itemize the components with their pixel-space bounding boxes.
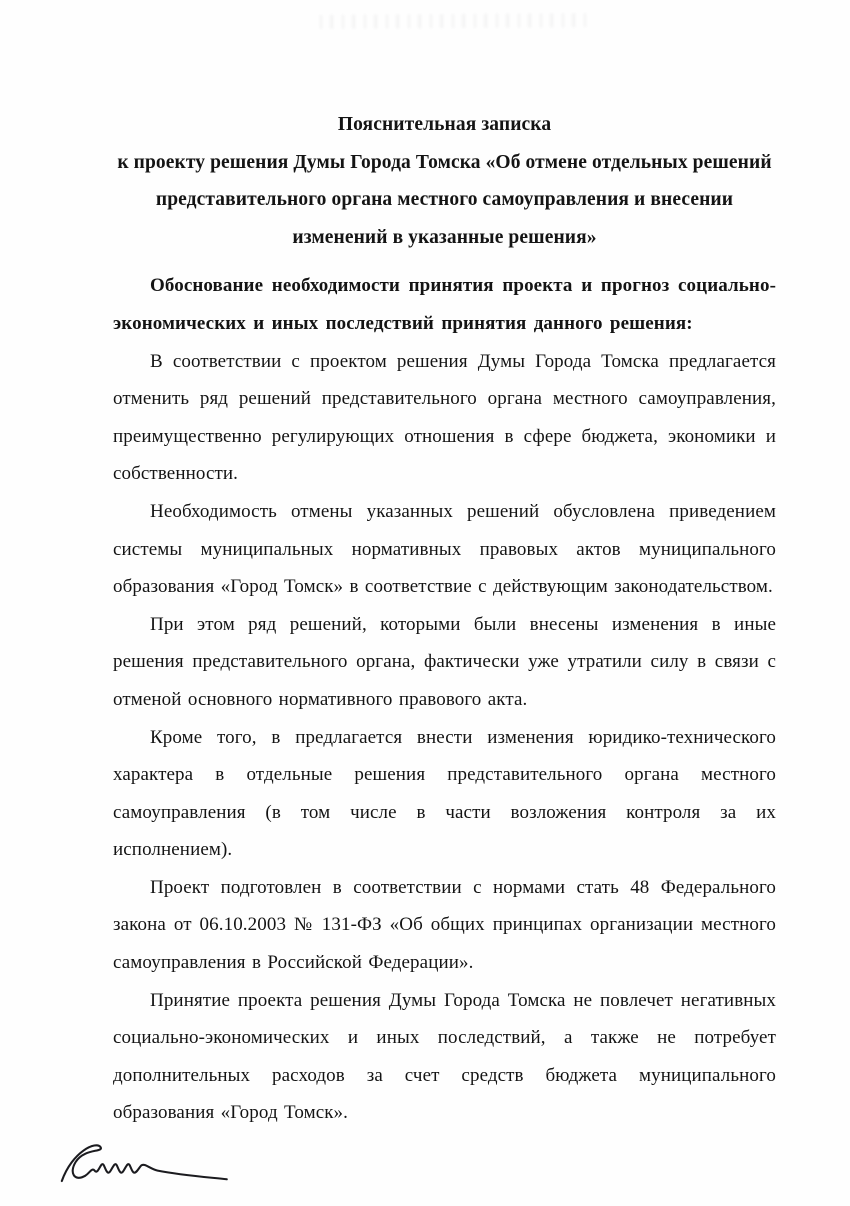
paragraph-2: Необходимость отмены указанных решений обусловлена приведением системы муниципальных нормативных правовых актов муниципального образования «Город Томск» в соответствие с действующим законодательством. <box>113 500 776 598</box>
paragraph-6: Принятие проекта решения Думы Города Томска не повлечет негативных социально-экономических и иных последствий, а также не потребует дополнительных расходов за счет средств бюджета муниципального образования «Город Томск». <box>113 989 776 1124</box>
paragraph-4: Кроме того, в предлагается внести изменения юридико-технического характера в отдельные решения представительного органа местного самоуправления (в том числе в части возложения контроля за их исполнением). <box>113 726 776 861</box>
signature-icon <box>48 1132 238 1192</box>
paragraph-3: При этом ряд решений, которыми были внесены изменения в иные решения представительного органа, фактически уже утратили силу в связи с отменой основного нормативного правового акта. <box>113 613 776 710</box>
paragraph-lead-bold: Обоснование необходимости принятия проекта и прогноз социально-экономических и иных последствий принятия данного решения: <box>113 275 776 334</box>
paragraph-1: В соответствии с проектом решения Думы Города Томска предлагается отменить ряд решений представительного органа местного самоуправления, преимущественно регулирующих отношения в сфере бюджета, экономики и собственности. <box>113 350 776 485</box>
paragraph-block <box>113 267 776 1132</box>
paragraph-5: Проект подготовлен в соответствии с нормами стать 48 Федерального закона от 06.10.2003 № 131-ФЗ «Об общих принципах организации местного самоуправления в Российской Федерации». <box>113 876 776 974</box>
document-title: Пояснительная записка <box>337 114 552 135</box>
scan-smudge-artifact <box>320 13 590 29</box>
document-subtitle: к проекту решения Думы Города Томска «Об отмене отдельных решений представительного органа местного самоуправления и внесении изменений в указанные решения» <box>117 151 772 248</box>
document-body <box>113 106 776 1132</box>
handwritten-signature <box>48 1132 238 1192</box>
